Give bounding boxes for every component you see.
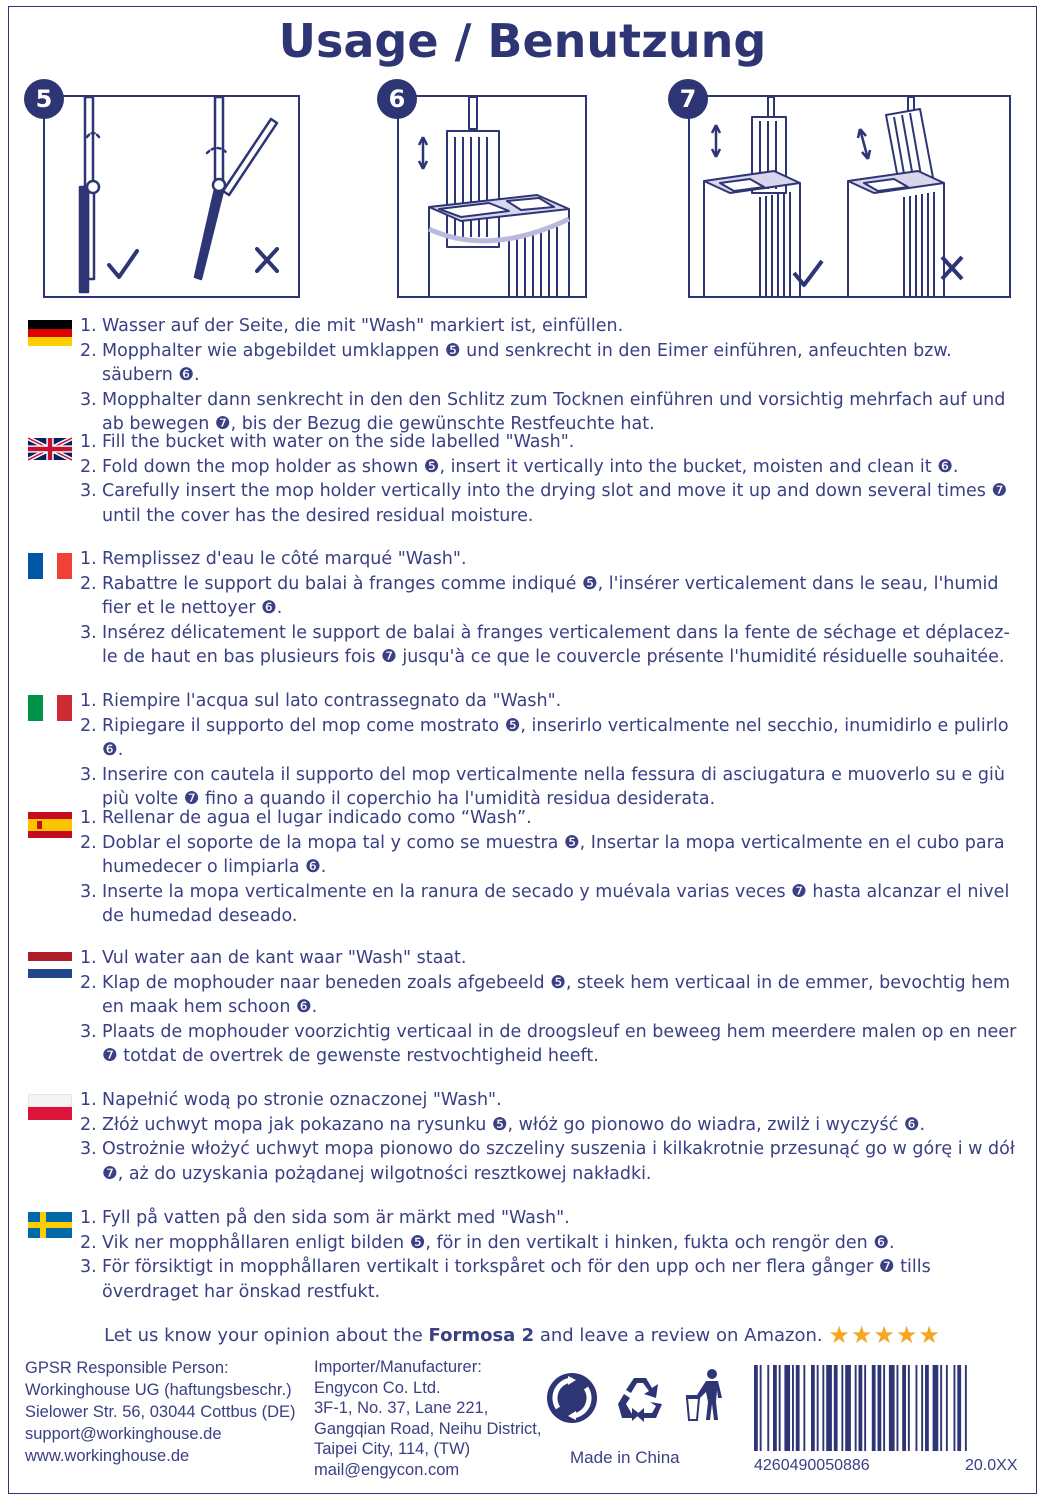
- instruction-item: 3. Inserire con cautela il supporto del mop verticalmente nella fessura di asciugatura e muoverlo su e giù più volte ❼ fino a quando il coperchio ha l'umidità residua desiderata.: [80, 764, 1005, 809]
- tidyman-icon: [684, 1368, 730, 1426]
- instruction-item: 3. Carefully insert the mop holder vertically into the drying slot and move it up and down several times ❼ until the cover has the desired residual moisture.: [80, 481, 1008, 526]
- netherlands-flag-icon: [28, 952, 72, 978]
- poland-flag-icon: [28, 1094, 72, 1120]
- gpsr-contact: GPSR Responsible Person: Workinghouse UG (haftungsbeschr.) Sielower Str. 56, 03044 Cottbus (DE) support@workinghouse.de www.workinghouse.de: [25, 1359, 296, 1465]
- step-5-badge: 5: [24, 79, 64, 119]
- instruction-item: 2. Fold down the mop holder as shown ❺, insert it vertically into the bucket, moisten and clean it ❻.: [80, 456, 959, 477]
- step-5-illustration: [43, 95, 300, 298]
- recycle-icon: [614, 1374, 666, 1426]
- instruction-item: 1. Napełnić wodą po stronie oznaczonej "Wash".: [80, 1090, 502, 1110]
- instruction-item: 1. Remplissez d'eau le côté marqué "Wash".: [80, 549, 467, 569]
- instruction-item: 3. Plaats de mophouder voorzichtig verticaal in de droogsleuf en beweeg hem meerdere malen op en neer ❼ totdat de overtrek de gewenste restvochtigheid heeft.: [80, 1021, 1017, 1066]
- barcode-icon: [754, 1365, 1024, 1457]
- website-link[interactable]: www.workinghouse.de: [25, 1447, 190, 1465]
- step-7-illustration: [688, 95, 1011, 298]
- instruction-item: 3. För försiktigt in mopphållaren vertikalt i torkspåret och för den upp och ner flera gånger ❼ tills överdraget har önskad restfukt.: [80, 1257, 931, 1302]
- france-flag-icon: [28, 553, 72, 579]
- spain-flag-icon: [28, 812, 72, 838]
- instruction-item: 3. Inserte la mopa verticalmente en la ranura de secado y muévala varias veces ❼ hasta alcanzar el nivel de humedad deseado.: [80, 881, 1010, 926]
- instruction-item: 2. Złóż uchwyt mopa jak pokazano na rysunku ❺, włóż go pionowo do wiadra, zwilż i wyczyść ❻.: [80, 1114, 926, 1135]
- instruction-item: 1. Wasser auf der Seite, die mit "Wash" markiert ist, einfüllen.: [80, 316, 624, 336]
- product-name: Formosa 2: [428, 1325, 535, 1346]
- bucket-wash-icon: [399, 97, 587, 298]
- review-prompt: Let us know your opinion about the Formosa 2 and leave a review on Amazon. ★★★★★: [104, 1321, 941, 1349]
- instruction-item: 2. Doblar el soporte de la mopa tal y como se muestra ❺, Insertar la mopa verticalmente en el cubo para humedecer o limpiarla ❻.: [80, 832, 1005, 877]
- uk-flag-icon: [28, 436, 72, 462]
- mop-fold-icon: [45, 97, 300, 298]
- instruction-item: 2. Mopphalter wie abgebildet umklappen ❺ und senkrecht in den Eimer einführen, anfeuchten bzw. säubern ❻.: [80, 340, 952, 385]
- instruction-item: 3. Mopphalter dann senkrecht in den den Schlitz zum Tocknen einführen und vorsichtig mehrfach auf und ab bewegen ❼, bis der Bezug die gewünschte Restfeuchte hat.: [80, 389, 1006, 434]
- green-dot-icon: [546, 1372, 598, 1428]
- step-6-illustration: [397, 95, 587, 298]
- instruction-item: 2. Vik ner mopphållaren enligt bilden ❺, för in den vertikalt i hinken, fukta och rengör den ❻.: [80, 1232, 895, 1253]
- importer-contact: Importer/Manufacturer: Engycon Co. Ltd. 3F-1, No. 37, Lane 221, Gangqian Road, Neihu District, Taipei City, 114, (TW) mail@engycon.com: [314, 1358, 542, 1479]
- page-title: Usage / Benutzung: [278, 14, 767, 68]
- version-code: 20.0XX: [965, 1457, 1018, 1474]
- instruction-item: 1. Riempire l'acqua sul lato contrassegnato da "Wash".: [80, 691, 562, 711]
- star-rating-icon: ★★★★★: [828, 1321, 941, 1349]
- support-email-link[interactable]: support@workinghouse.de: [25, 1425, 222, 1443]
- importer-email-link[interactable]: mail@engycon.com: [314, 1460, 460, 1479]
- instruction-item: 1. Rellenar de agua el lugar indicado como “Wash”.: [80, 808, 532, 828]
- instruction-item: 2. Ripiegare il supporto del mop come mostrato ❺, inserirlo verticalmente nel secchio, inumidirlo e pulirlo ❻.: [80, 715, 1009, 760]
- instruction-item: 2. Klap de mophouder naar beneden zoals afgebeeld ❺, steek hem verticaal in de emmer, bevochtig hem en maak hem schoon ❻.: [80, 972, 1011, 1017]
- instruction-item: 1. Vul water aan de kant waar "Wash" staat.: [80, 948, 467, 968]
- made-in-label: Made in China: [570, 1448, 680, 1467]
- ean-number: 4260490050886: [754, 1457, 870, 1474]
- bucket-dry-icon: [690, 97, 1011, 298]
- instruction-item: 3. Ostrożnie włożyć uchwyt mopa pionowo do szczeliny suszenia i kilkakrotnie przesunąć go w górę i w dół ❼, aż do uzyskania pożądanej wilgotności resztkowej nakładki.: [80, 1139, 1015, 1184]
- step-7-badge: 7: [668, 79, 708, 119]
- germany-flag-icon: [28, 320, 72, 346]
- instruction-item: 1. Fill the bucket with water on the side labelled "Wash".: [80, 432, 575, 452]
- step-6-badge: 6: [377, 79, 417, 119]
- instruction-item: 3. Insérez délicatement le support de balai à franges verticalement dans la fente de séchage et déplacez-le de haut en bas plusieurs fois ❼ jusqu'à ce que le couvercle présente l'humidité résiduelle souhaitée.: [80, 622, 1010, 667]
- instruction-item: 1. Fyll på vatten på den sida som är märkt med "Wash".: [80, 1208, 570, 1228]
- sweden-flag-icon: [28, 1212, 72, 1238]
- instruction-item: 2. Rabattre le support du balai à franges comme indiqué ❺, l'insérer verticalement dans le seau, l'humid fier et le nettoyer ❻.: [80, 573, 999, 618]
- italy-flag-icon: [28, 695, 72, 721]
